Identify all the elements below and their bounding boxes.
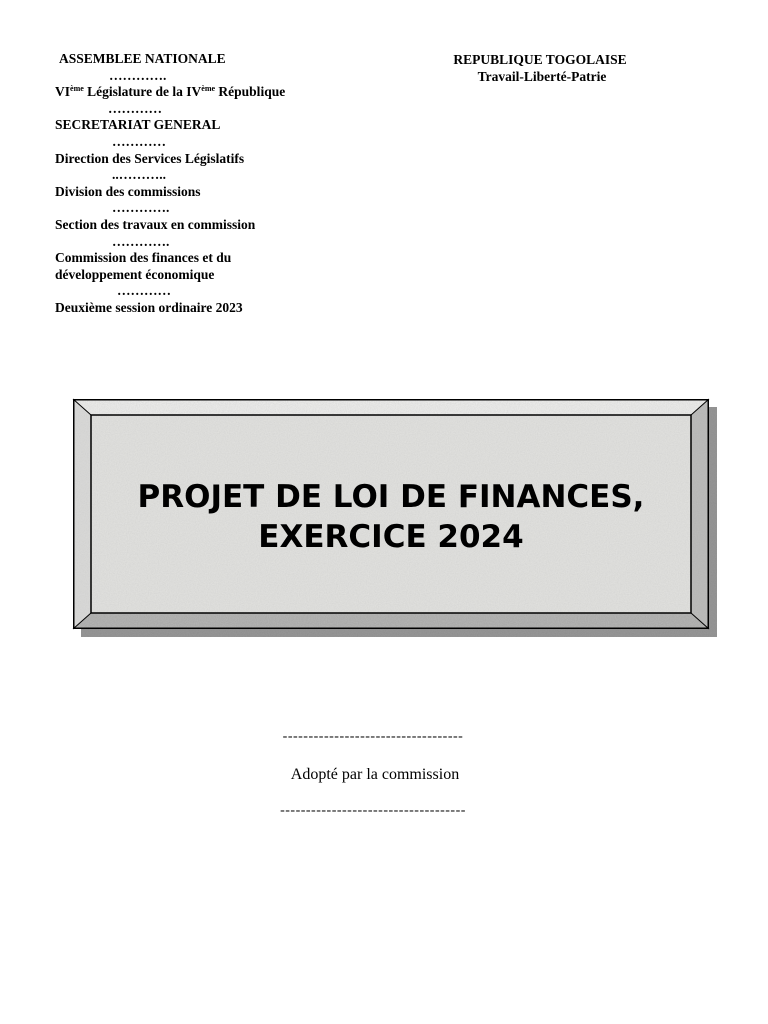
commission-name-line2: développement économique — [55, 266, 215, 282]
title-line-1: PROJET DE LOI DE FINANCES, — [137, 479, 645, 515]
title-line-2: EXERCICE 2024 — [258, 519, 524, 555]
legislature-line — [55, 84, 355, 101]
session-name: Deuxième session ordinaire 2023 — [55, 299, 243, 315]
direction-name: Direction des Services Législatifs — [55, 150, 245, 166]
legislature-middle: Législature de la IV — [83, 84, 202, 100]
republic-superscript: ème — [201, 84, 216, 94]
bevel-top — [73, 399, 709, 415]
separator-dots: …………. — [112, 200, 170, 216]
issuer-block — [55, 51, 355, 317]
adoption-statement: Adopté par la commission — [290, 766, 460, 783]
separator-dots: ..……….. — [112, 167, 166, 183]
footer-rule-bottom: ------------------------------------ — [280, 803, 466, 818]
legislature-prefix: VI — [55, 84, 71, 100]
bevel-right — [691, 399, 709, 629]
bevel-left — [73, 399, 91, 629]
national-motto: Travail-Liberté-Patrie — [477, 69, 607, 84]
separator-dots: …………. — [112, 233, 170, 249]
section-name: Section des travaux en commission — [55, 216, 256, 232]
document-title — [91, 477, 691, 557]
separator-dots: ………… — [108, 100, 162, 116]
republic-name: REPUBLIQUE TOGOLAISE — [453, 52, 627, 67]
separator-dots: ………… — [117, 283, 171, 299]
division-name: Division des commissions — [55, 183, 201, 199]
separator-dots: …………. — [109, 67, 167, 83]
commission-name-line1: Commission des finances et du — [55, 250, 232, 266]
republic-block — [420, 51, 660, 85]
bevel-bottom — [73, 613, 709, 629]
legislature-suffix: République — [215, 84, 286, 100]
footer-rule-top: ----------------------------------- — [282, 729, 464, 744]
assembly-name: ASSEMBLEE NATIONALE — [59, 51, 226, 66]
separator-dots: ………… — [112, 133, 166, 149]
title-box — [73, 399, 709, 629]
legislature-superscript: ème — [70, 84, 84, 94]
secretariat-name: SECRETARIAT GENERAL — [55, 117, 221, 133]
